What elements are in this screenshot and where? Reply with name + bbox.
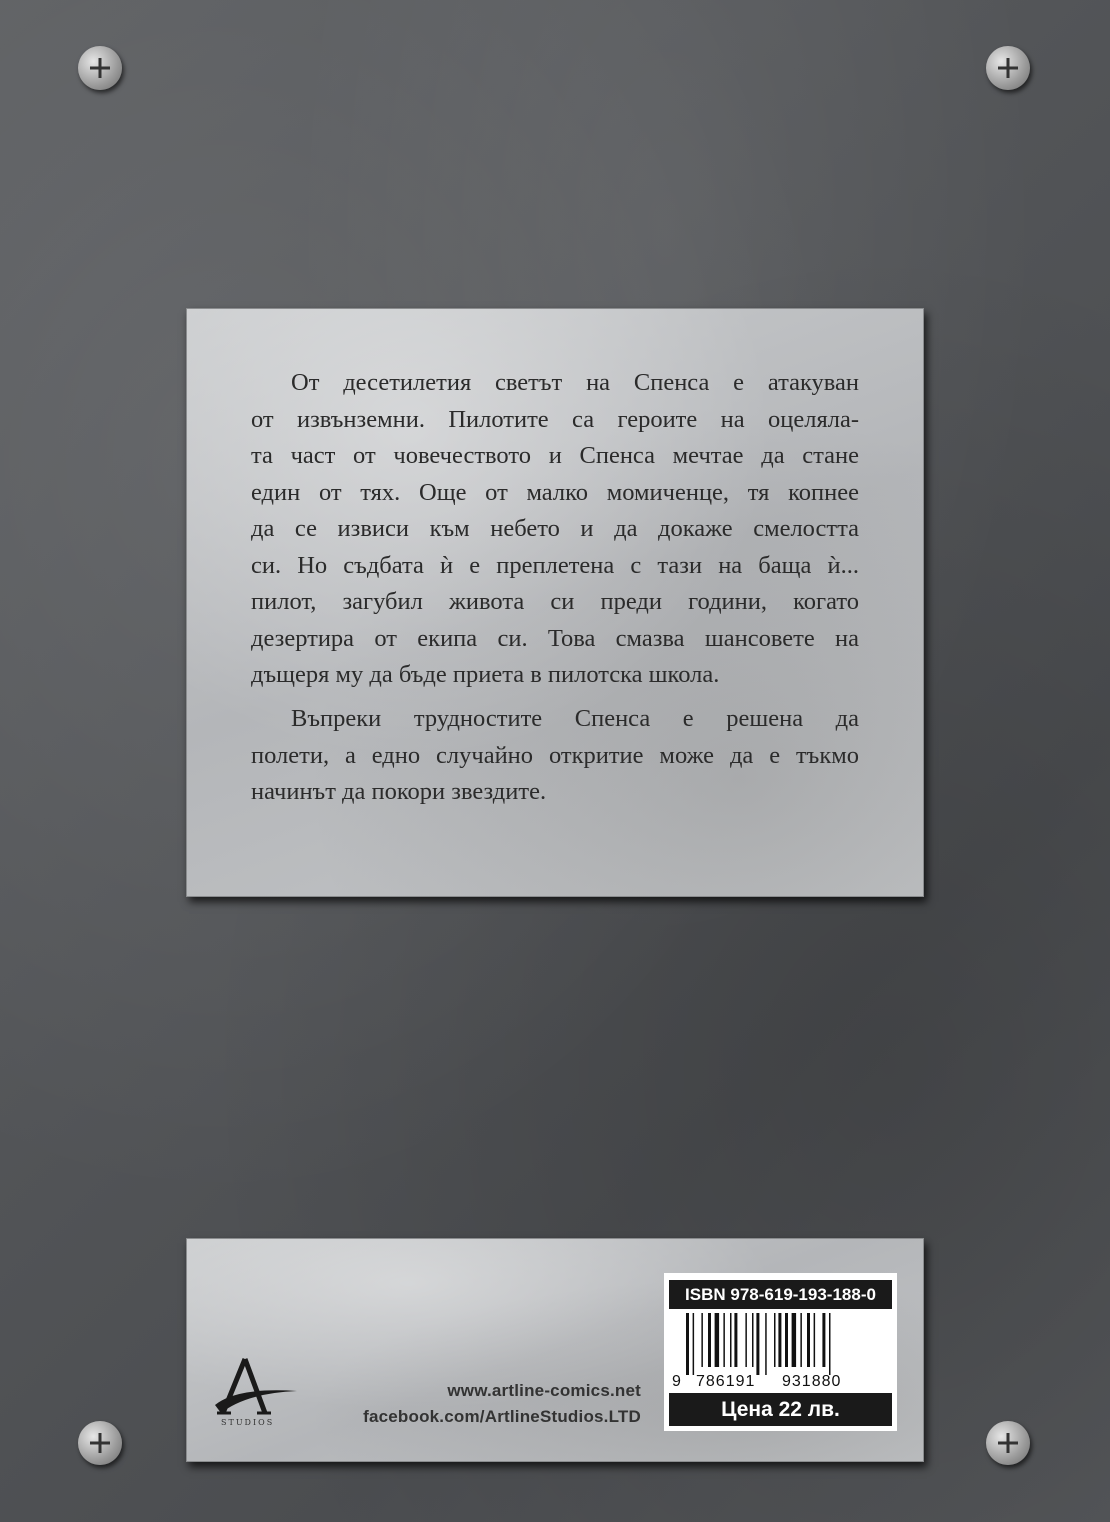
barcode-digits-right: 931880: [782, 1373, 842, 1390]
barcode-bar: [822, 1313, 825, 1367]
text-line: си. Но съдбата ѝ е преплетена с тази на баща ѝ...: [251, 551, 859, 579]
barcode-bar: [723, 1313, 725, 1367]
text-line: един от тях. Още от малко момиченце, тя копнее: [251, 478, 859, 506]
barcode-bar: [792, 1313, 797, 1367]
barcode-bar: [701, 1313, 703, 1367]
paragraph-1: [251, 365, 859, 694]
barcode-label: [664, 1273, 897, 1431]
barcode-bar: [807, 1313, 810, 1367]
text-line: дъщеря му да бъде приета в пилотска школа.: [251, 661, 720, 688]
barcode-bar: [774, 1313, 776, 1367]
barcode-bar: [752, 1313, 754, 1367]
info-plate: [186, 1238, 924, 1462]
price-text: Цена 22 лв.: [669, 1393, 892, 1426]
text-line: начинът да покори звездите.: [251, 778, 547, 805]
barcode-digits-left: 786191: [696, 1373, 756, 1390]
barcode-bar: [765, 1313, 767, 1375]
text-line: та част от човечеството и Спенса мечтае да стане: [251, 442, 859, 469]
barcode-bar: [756, 1313, 759, 1375]
text-line: полети, а едно случайно откритие може да е тъкмо: [251, 741, 859, 769]
text-line: От десетилетия светът на Спенса е атакуван: [291, 369, 859, 396]
barcode-bar: [778, 1313, 781, 1367]
screw-icon: [986, 46, 1030, 90]
description-plate: [186, 308, 924, 897]
barcode-bar: [814, 1313, 816, 1367]
barcode-digit-prefix: 9: [672, 1373, 681, 1390]
website-link[interactable]: www.artline-comics.net: [447, 1381, 641, 1400]
svg-text:STUDIOS: STUDIOS: [221, 1418, 275, 1427]
text-line: от извънземни. Пилотите са героите на оцеляла-: [251, 405, 859, 433]
text-line: да се извиси към небето и да докаже смелостта: [251, 515, 859, 542]
barcode-bar: [800, 1313, 802, 1367]
barcode-bar: [686, 1313, 689, 1375]
text-line: Въпреки трудностите Спенса е решена да: [291, 705, 859, 732]
barcode-bar: [745, 1313, 747, 1367]
barcode-bar: [734, 1313, 737, 1367]
screw-icon: [78, 46, 122, 90]
screw-icon: [78, 1421, 122, 1465]
artline-studios-logo: [207, 1357, 307, 1427]
isbn-text: ISBN 978-619-193-188-0: [669, 1280, 892, 1309]
text-line: пилот, загубил живота си преди години, когато: [251, 588, 859, 615]
barcode-bar: [715, 1313, 720, 1367]
barcode-bar: [829, 1313, 831, 1375]
barcode-bar: [730, 1313, 732, 1367]
text-line: дезертира от екипа си. Това смазва шансовете на: [251, 624, 859, 652]
barcode-icon: [684, 1313, 879, 1375]
barcode-bar: [693, 1313, 695, 1375]
screw-icon: [986, 1421, 1030, 1465]
barcode-bar: [708, 1313, 711, 1367]
barcode-bar: [785, 1313, 788, 1367]
paragraph-2: [251, 701, 859, 811]
facebook-link[interactable]: facebook.com/ArtlineStudios.LTD: [363, 1407, 641, 1426]
